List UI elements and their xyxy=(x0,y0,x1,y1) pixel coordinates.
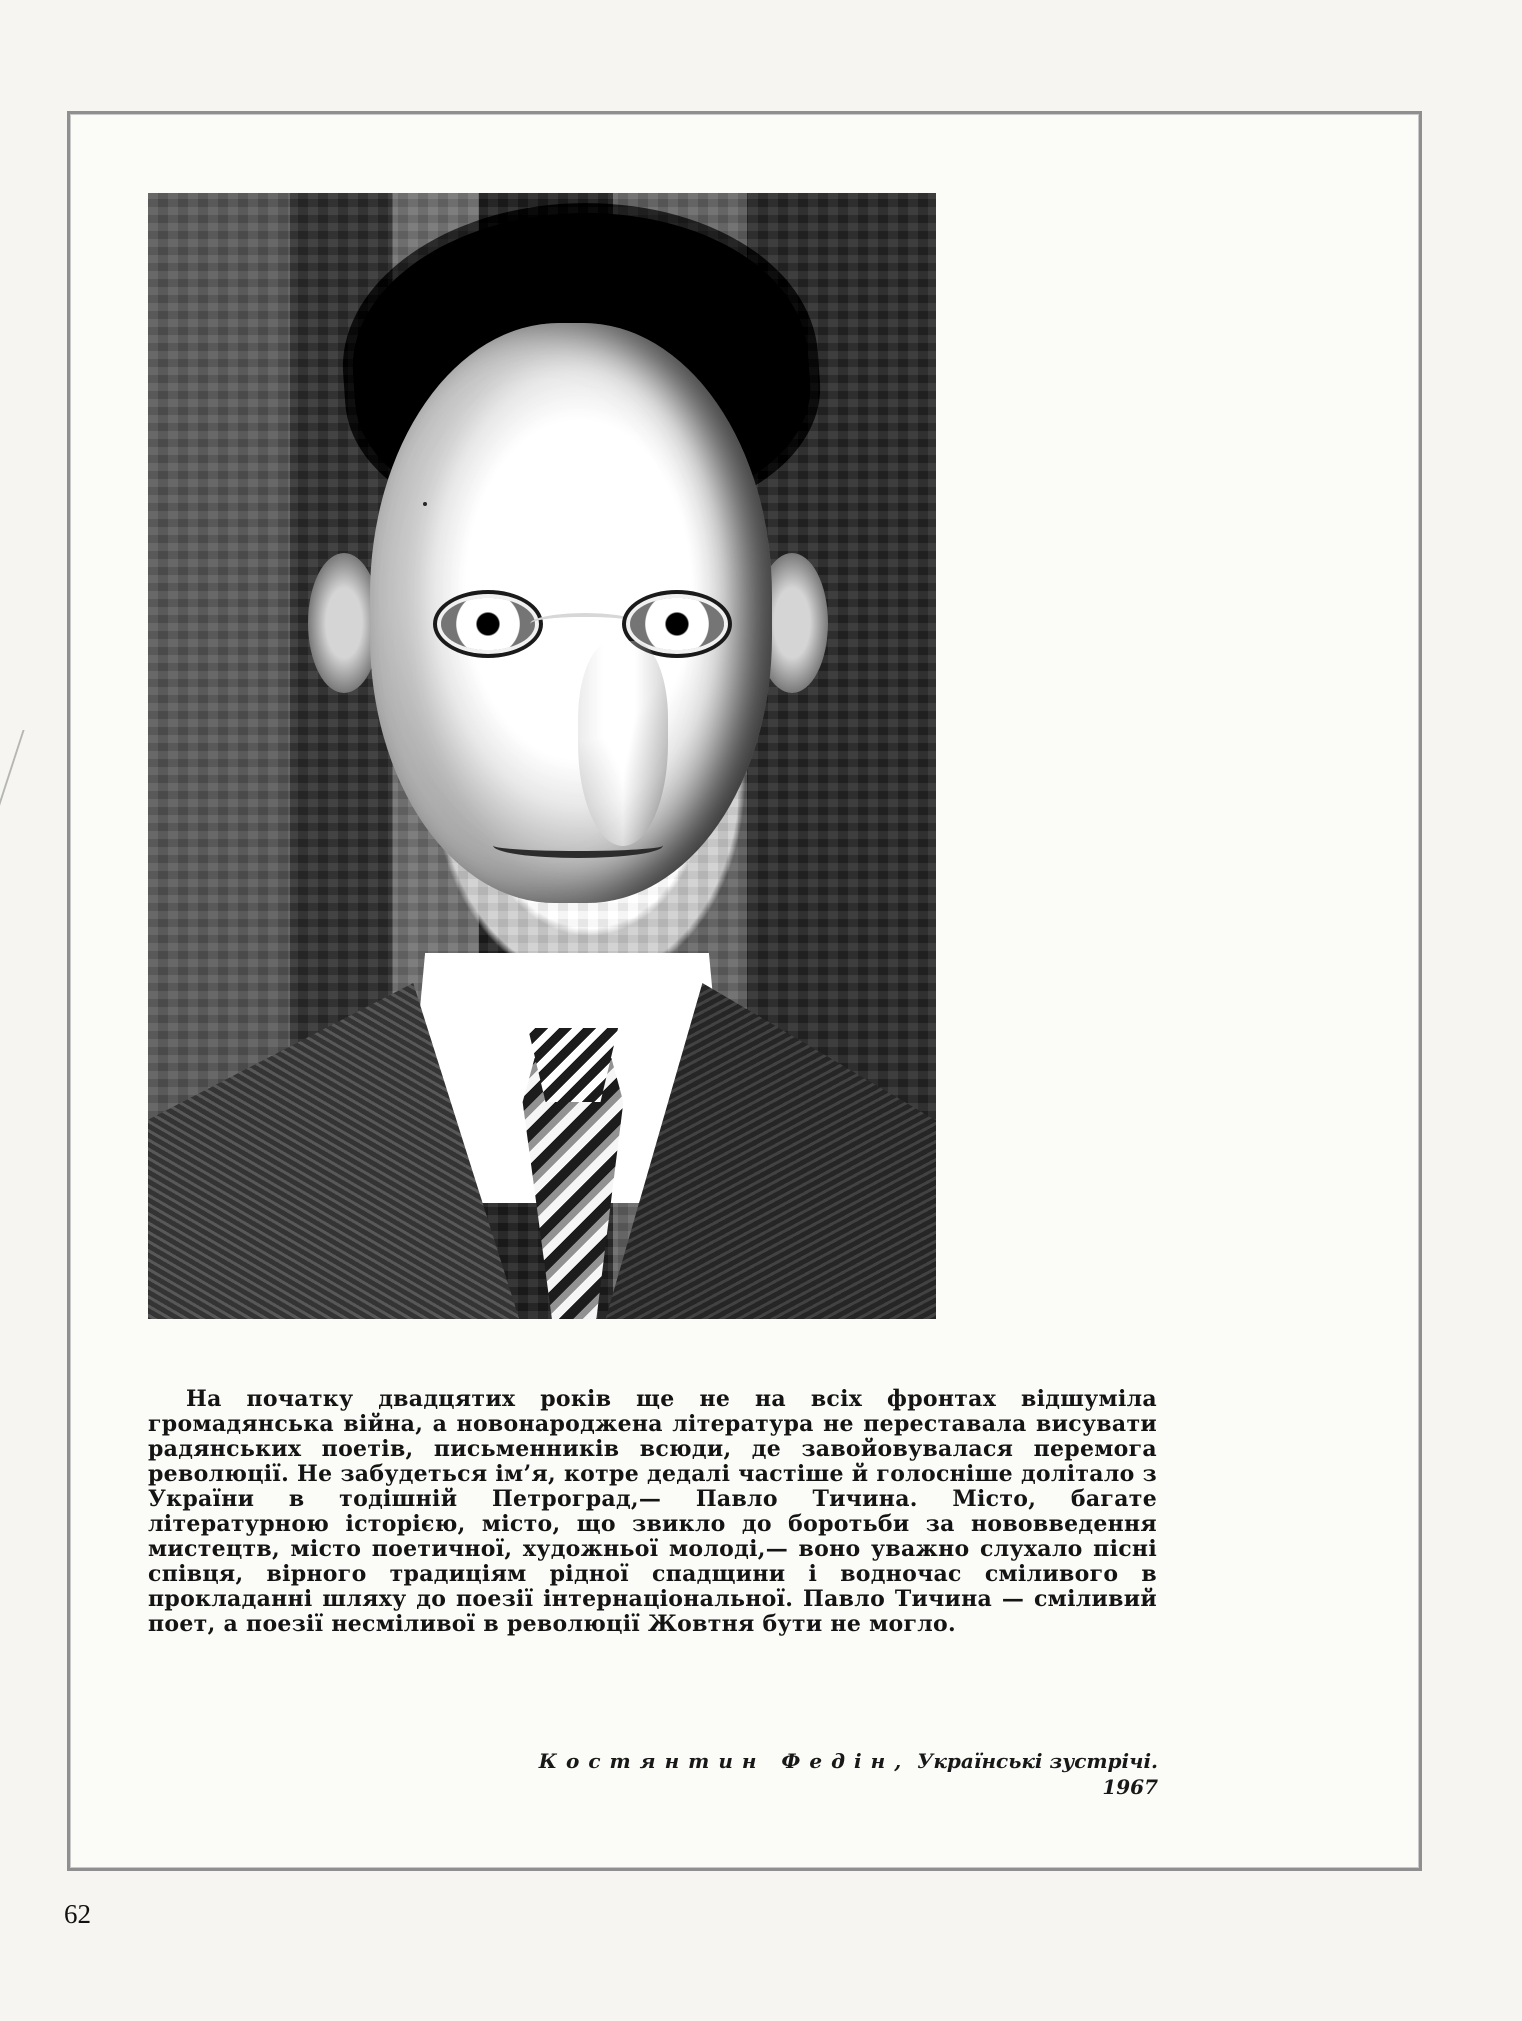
portrait-mouth xyxy=(493,833,663,858)
portrait-glasses-bridge xyxy=(530,613,640,635)
quotation-paragraph: На початку двадцятих років ще не на всіх фронтах відшуміла громадянська війна, а новонароджена література не переставала висувати радянських поетів, письменників всюди, де завойовувалася перемога революції. Не забудеться ім’я, котре дедалі частіше й голосніше долітало з України в тодішній Петроград,— Павло Тичина. Місто, багате літературною історією, місто, що звикло до боротьби за нововведення мистецтв, місто поетичної, художньої молоді,— воно уважно слухало пісні співця, вірного традиціям рідної спадщини і водночас сміливого в прокладанні шляху до поезії інтернаціональної. Павло Тичина — сміливий поет, а поезії несміливої в революції Жовтня бути не могло. xyxy=(148,1386,1157,1637)
quotation-attribution xyxy=(520,1748,1158,1800)
portrait-photo xyxy=(148,193,936,1319)
portrait-left-eye xyxy=(441,598,535,650)
photo-dust-mark xyxy=(390,456,395,461)
photo-dust-mark xyxy=(423,502,427,506)
attribution-author: Костянтин Федін, xyxy=(538,1749,911,1773)
page-number: 62 xyxy=(64,1899,91,1929)
portrait-nose xyxy=(578,641,668,846)
page-edge-mark xyxy=(0,730,47,826)
portrait-right-eye xyxy=(630,598,724,650)
attribution-source: Українські зустрічі. 1967 xyxy=(917,1749,1158,1799)
